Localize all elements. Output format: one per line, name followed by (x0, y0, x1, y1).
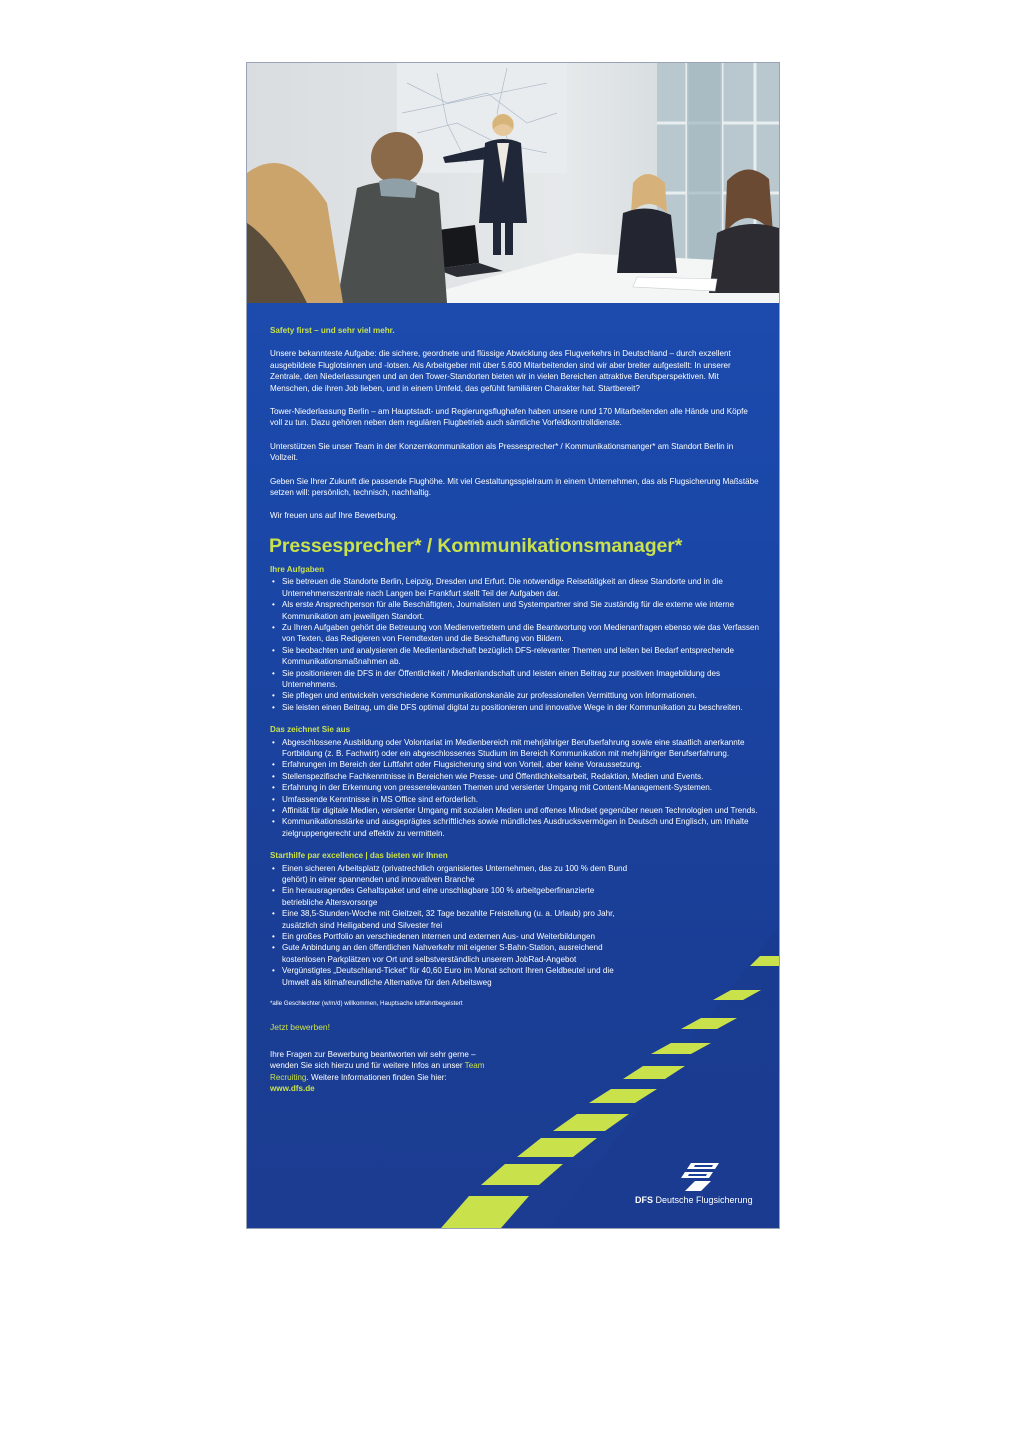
logo-text (635, 1195, 753, 1205)
list-item: • Eine 38,5-Stunden-Woche mit Gleitzeit, 32 Tage bezahlte Freistellung (u. a. Urlaub) pro Jahr, zusätzlich sind Heiligabend und Silvester frei (282, 908, 634, 931)
list-item: • Ein herausragendes Gehaltspaket und eine unschlagbare 100 % arbeitgeberfinanzierte betriebliche Altersvorsorge (282, 885, 634, 908)
list-item: • Kommunikationsstärke und ausgeprägtes schriftliches sowie mündliches Ausdrucksvermögen in Deutsch und Englisch, um Inhalte zielgruppengerecht und effektiv zu vermitteln. (282, 816, 760, 839)
benefits-list (270, 863, 634, 988)
contact-text: Ihre Fragen zur Bewerbung beantworten wir sehr gerne – wenden Sie sich hierzu und für weitere Infos an unser (270, 1049, 476, 1071)
list-item: • Abgeschlossene Ausbildung oder Volontariat im Medienbereich mit mehrjähriger Berufserfahrung sowie eine staatlich anerkannte Fortbildung (z. B. Fachwirt) oder ein abgeschlossenes Studium im Bereich Kommunikation mit mehrjähriger Berufserfahrung. (282, 737, 760, 760)
tasks-list (270, 576, 760, 713)
ad-content (270, 325, 760, 1095)
job-ad-card (246, 62, 780, 1229)
dfs-emblem-icon (635, 1161, 765, 1195)
profile-heading: Das zeichnet Sie aus (270, 725, 351, 735)
intro-paragraph: Unterstützen Sie unser Team in der Konzernkommunikation als Pressesprecher* / Kommunikationsmanger* am Standort Berlin in Vollzeit. (270, 441, 734, 463)
list-item: • Erfahrungen im Bereich der Luftfahrt oder Flugsicherung sind von Vorteil, aber keine Voraussetzung. (282, 759, 760, 770)
list-item: • Sie leisten einen Beitrag, um die DFS optimal digital zu positionieren und innovative Wege in der Kommunikation zu beschreiten. (282, 702, 760, 713)
list-item: • Sie beobachten und analysieren die Medienlandschaft bezüglich DFS-relevanter Themen und leiten bei Bedarf entsprechende Kommunikationsmaßnahmen ab. (282, 645, 760, 668)
team-recruiting-link[interactable]: Team Recruiting (270, 1061, 485, 1082)
list-item: • Sie pflegen und entwickeln verschiedene Kommunikationskanäle zur professionellen Vermittlung von Informationen. (282, 690, 760, 701)
list-item: • Sie positionieren die DFS in der Öffentlichkeit / Medienlandschaft und leisten einen Beitrag zur positiven Imagebildung des Unternehmens. (282, 668, 760, 691)
list-item: • Affinität für digitale Medien, versierter Umgang mit sozialen Medien und offenes Mindset gegenüber neuen Technologien und Trends. (282, 805, 760, 816)
list-item: • Stellenspezifische Fachkenntnisse in Bereichen wie Presse- und Öffentlichkeitsarbeit, Redaktion, Medien und Events. (282, 771, 760, 782)
tasks-heading: Ihre Aufgaben (270, 564, 325, 574)
list-item: • Gute Anbindung an den öffentlichen Nahverkehr mit eigener S-Bahn-Station, ausreichend kostenlosen Parkplätzen vor Ort und selbstverständlich unserem JobRad-Angebot (282, 942, 634, 965)
website-link[interactable]: www.dfs.de (270, 1084, 315, 1094)
list-item: • Vergünstigtes „Deutschland-Ticket“ für 40,60 Euro im Monat schont Ihren Geldbeutel und die Umwelt als klimafreundliche Alternative für den Arbeitsweg (282, 965, 634, 988)
list-item: • Zu Ihren Aufgaben gehört die Betreuung von Medienvertretern und die Beantwortung von Medienanfragen ebenso wie das Verfassen von Texten, das Redigieren von Fremdtexten und die Beschaffung von Bildern. (282, 622, 760, 645)
intro-kicker: Safety first – und sehr viel mehr. (270, 326, 395, 335)
intro-paragraph: Geben Sie Ihrer Zukunft die passende Flughöhe. Mit viel Gestaltungsspielraum in einem Unternehmen, das als Flugsicherung Maßstäbe setzen will: persönlich, technisch, nachhaltig. (270, 476, 759, 498)
intro-paragraph: Tower-Niederlassung Berlin – am Hauptstadt- und Regierungsflughafen haben unsere rund 170 Mitarbeitenden alle Hände und Köpfe voll zu tun. Dazu gehören neben dem regulären Flugbetrieb auch sämtliche Vorfeldkontrolldienste. (270, 407, 748, 428)
list-item: • Sie betreuen die Standorte Berlin, Leipzig, Dresden und Erfurt. Die notwendige Reisetätigkeit an diese Standorte und in die Unternehmenszentrale nach Langen bei Frankfurt stellt Teil der Aufgaben dar. (282, 576, 760, 599)
contact-block (270, 1049, 500, 1095)
apply-heading: Jetzt bewerben! (270, 1022, 331, 1033)
list-item: • Einen sicheren Arbeitsplatz (privatrechtlich organisiertes Unternehmen, das zu 100 % dem Bund gehört) in einer spannenden und innovativen Branche (282, 863, 634, 886)
intro-paragraph: Wir freuen uns auf Ihre Bewerbung. (270, 511, 398, 521)
logo-name: Deutsche Flugsicherung (655, 1195, 753, 1205)
dfs-logo (635, 1161, 765, 1211)
profile-list (270, 737, 760, 840)
contact-text: . Weitere Informationen finden Sie hier: (306, 1072, 447, 1082)
footnote: *alle Geschlechter (w/m/d) willkommen, Hauptsache luftfahrtbegeistert (270, 1000, 463, 1008)
list-item: • Als erste Ansprechperson für alle Beschäftigten, Journalisten und Systempartner sind Sie zuständig für die externe wie interne Kommunikation am jeweiligen Standort. (282, 599, 760, 622)
benefits-heading: Starthilfe par excellence | das bieten wir Ihnen (270, 851, 448, 861)
list-item: • Erfahrung in der Erkennung von presserelevanten Themen und versierter Umgang mit Content-Management-Systemen. (282, 782, 760, 793)
job-title: Pressesprecher* / Kommunikationsmanager* (269, 534, 683, 557)
list-item: • Umfassende Kenntnisse in MS Office sind erforderlich. (282, 794, 760, 805)
intro-paragraph: Unsere bekannteste Aufgabe: die sichere, geordnete und flüssige Abwicklung des Flugverkehrs in Deutschland – durch exzellent ausgebildete Fluglotsinnen und -lotsen. Als Arbeitgeber mit über 5.600 Mitarbeitenden sind wir aber breiter aufgestellt: In unserer Zentrale, den Niederlassungen und an den Tower-Standorten bieten wir in vielen Bereichen attraktive Berufsperspektiven. Mit Menschen, die ihren Job lieben, und in einem Umfeld, das gefühlt familiären Charakter hat. Startbereit? (270, 349, 731, 393)
list-item: • Ein großes Portfolio an verschiedenen internen und externen Aus- und Weiterbildungen (282, 931, 634, 942)
logo-brand: DFS (635, 1195, 653, 1205)
